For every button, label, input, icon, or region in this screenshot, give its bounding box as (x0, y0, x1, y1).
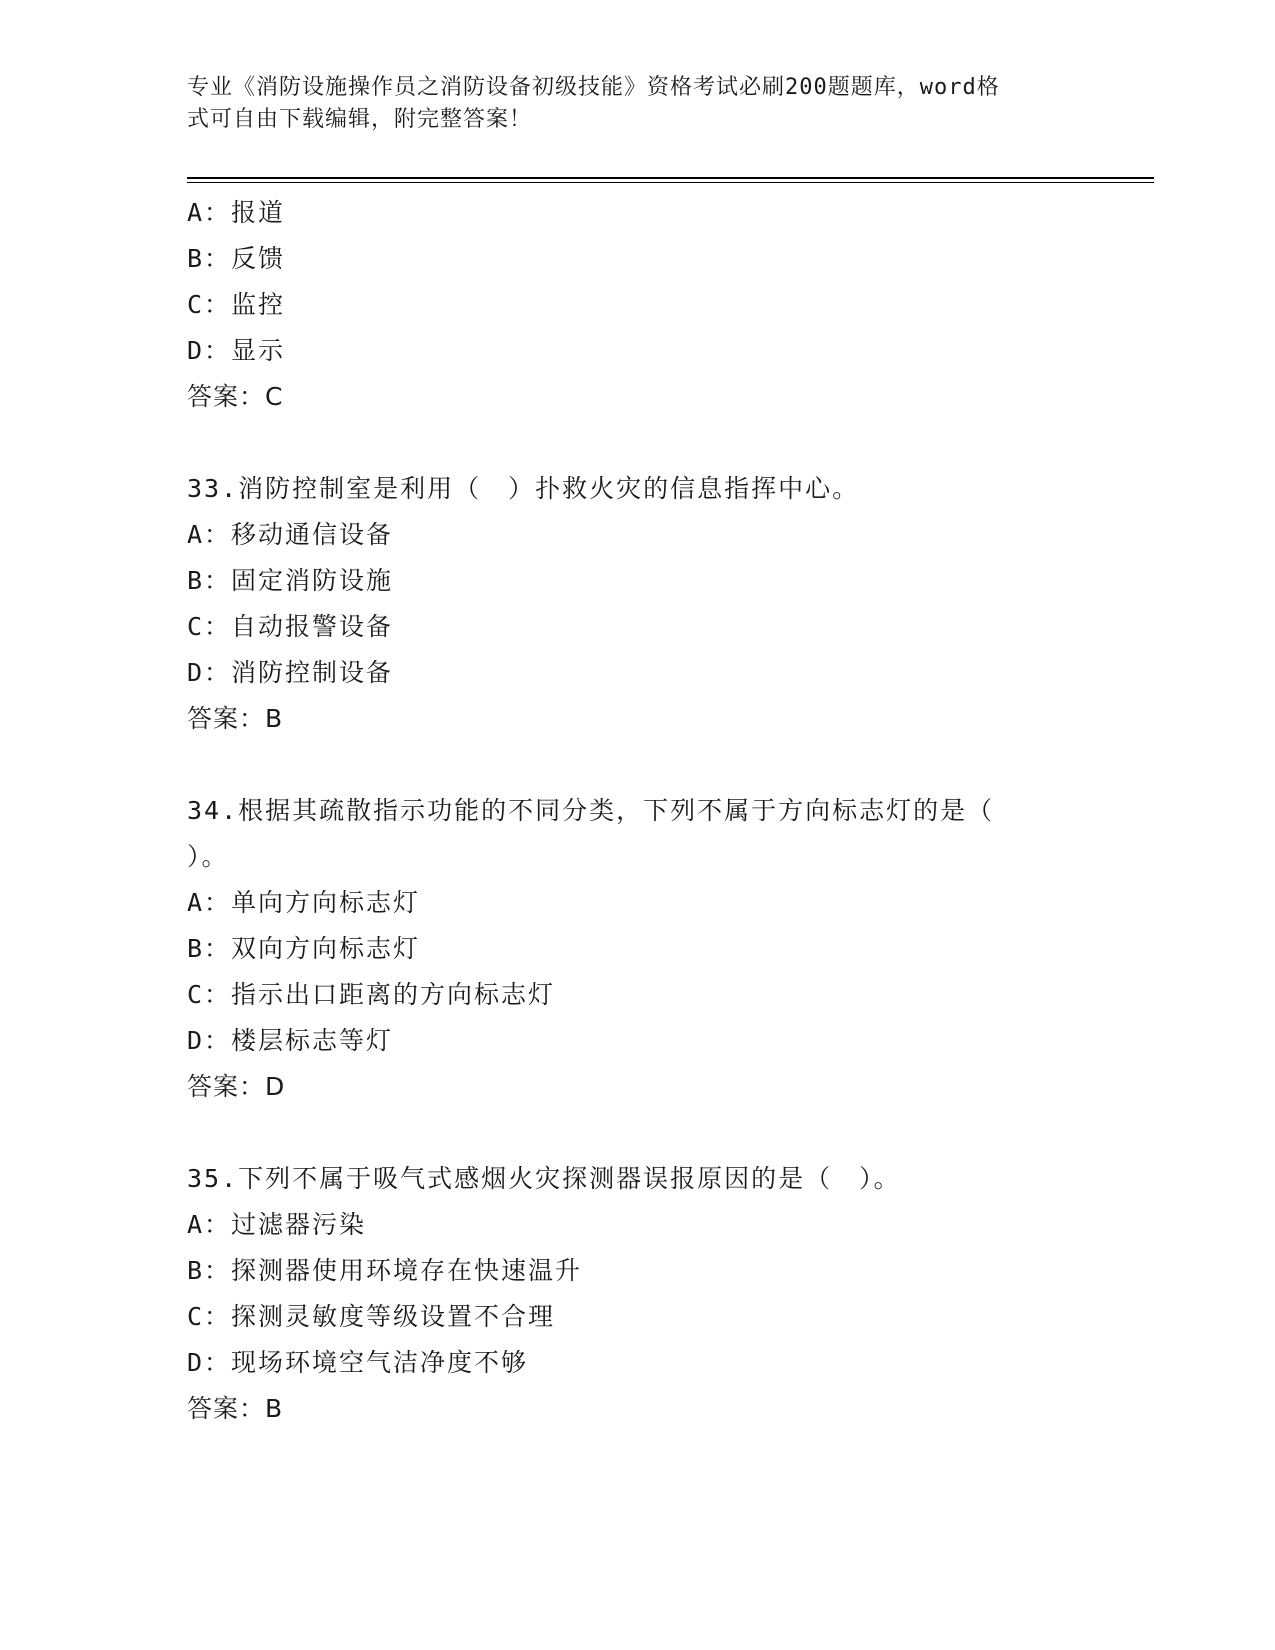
spacer (187, 1110, 1067, 1156)
answer: 答案：B (187, 1394, 284, 1423)
header-line-1: 专业《消防设施操作员之消防设备初级技能》资格考试必刷200题题库，word格 (187, 75, 1000, 100)
header-rule-thick (187, 177, 1154, 179)
option-a: A：移动通信设备 (187, 520, 394, 549)
answer: 答案：C (187, 382, 284, 411)
option-a: A：单向方向标志灯 (187, 888, 421, 917)
option-c: C：指示出口距离的方向标志灯 (187, 980, 556, 1009)
spacer (187, 420, 1067, 466)
option-c: C：自动报警设备 (187, 612, 394, 641)
question-stem: 35.下列不属于吸气式感烟火灾探测器误报原因的是（ ）。 (187, 1164, 901, 1193)
question-stem-continued: ）。 (187, 842, 229, 871)
option-b: B：固定消防设施 (187, 566, 394, 595)
option-b: B：探测器使用环境存在快速温升 (187, 1256, 583, 1285)
option-d: D：现场环境空气洁净度不够 (187, 1348, 529, 1377)
option-d: D：显示 (187, 336, 286, 365)
option-c: C：探测灵敏度等级设置不合理 (187, 1302, 556, 1331)
option-b: B：双向方向标志灯 (187, 934, 421, 963)
question-stem: 33.消防控制室是利用（ ）扑救火灾的信息指挥中心。 (187, 474, 860, 503)
spacer (187, 742, 1067, 788)
header-line-2: 式可自由下载编辑，附完整答案！ (187, 107, 533, 132)
option-b: B：反馈 (187, 244, 286, 273)
option-d: D：楼层标志等灯 (187, 1026, 394, 1055)
option-d: D：消防控制设备 (187, 658, 394, 687)
question-35 (187, 1156, 1067, 1432)
question-list (187, 190, 1067, 1432)
answer: 答案：B (187, 704, 284, 733)
option-c: C：监控 (187, 290, 286, 319)
question-stem: 34.根据其疏散指示功能的不同分类，下列不属于方向标志灯的是（ (187, 796, 995, 825)
question-34 (187, 788, 1067, 1110)
option-a: A：过滤器污染 (187, 1210, 367, 1239)
header-rule-thin (187, 182, 1154, 183)
document-header (187, 72, 1087, 136)
option-a: A：报道 (187, 198, 286, 227)
answer: 答案：D (187, 1072, 286, 1101)
question-32-continued (187, 190, 1067, 420)
question-33 (187, 466, 1067, 742)
